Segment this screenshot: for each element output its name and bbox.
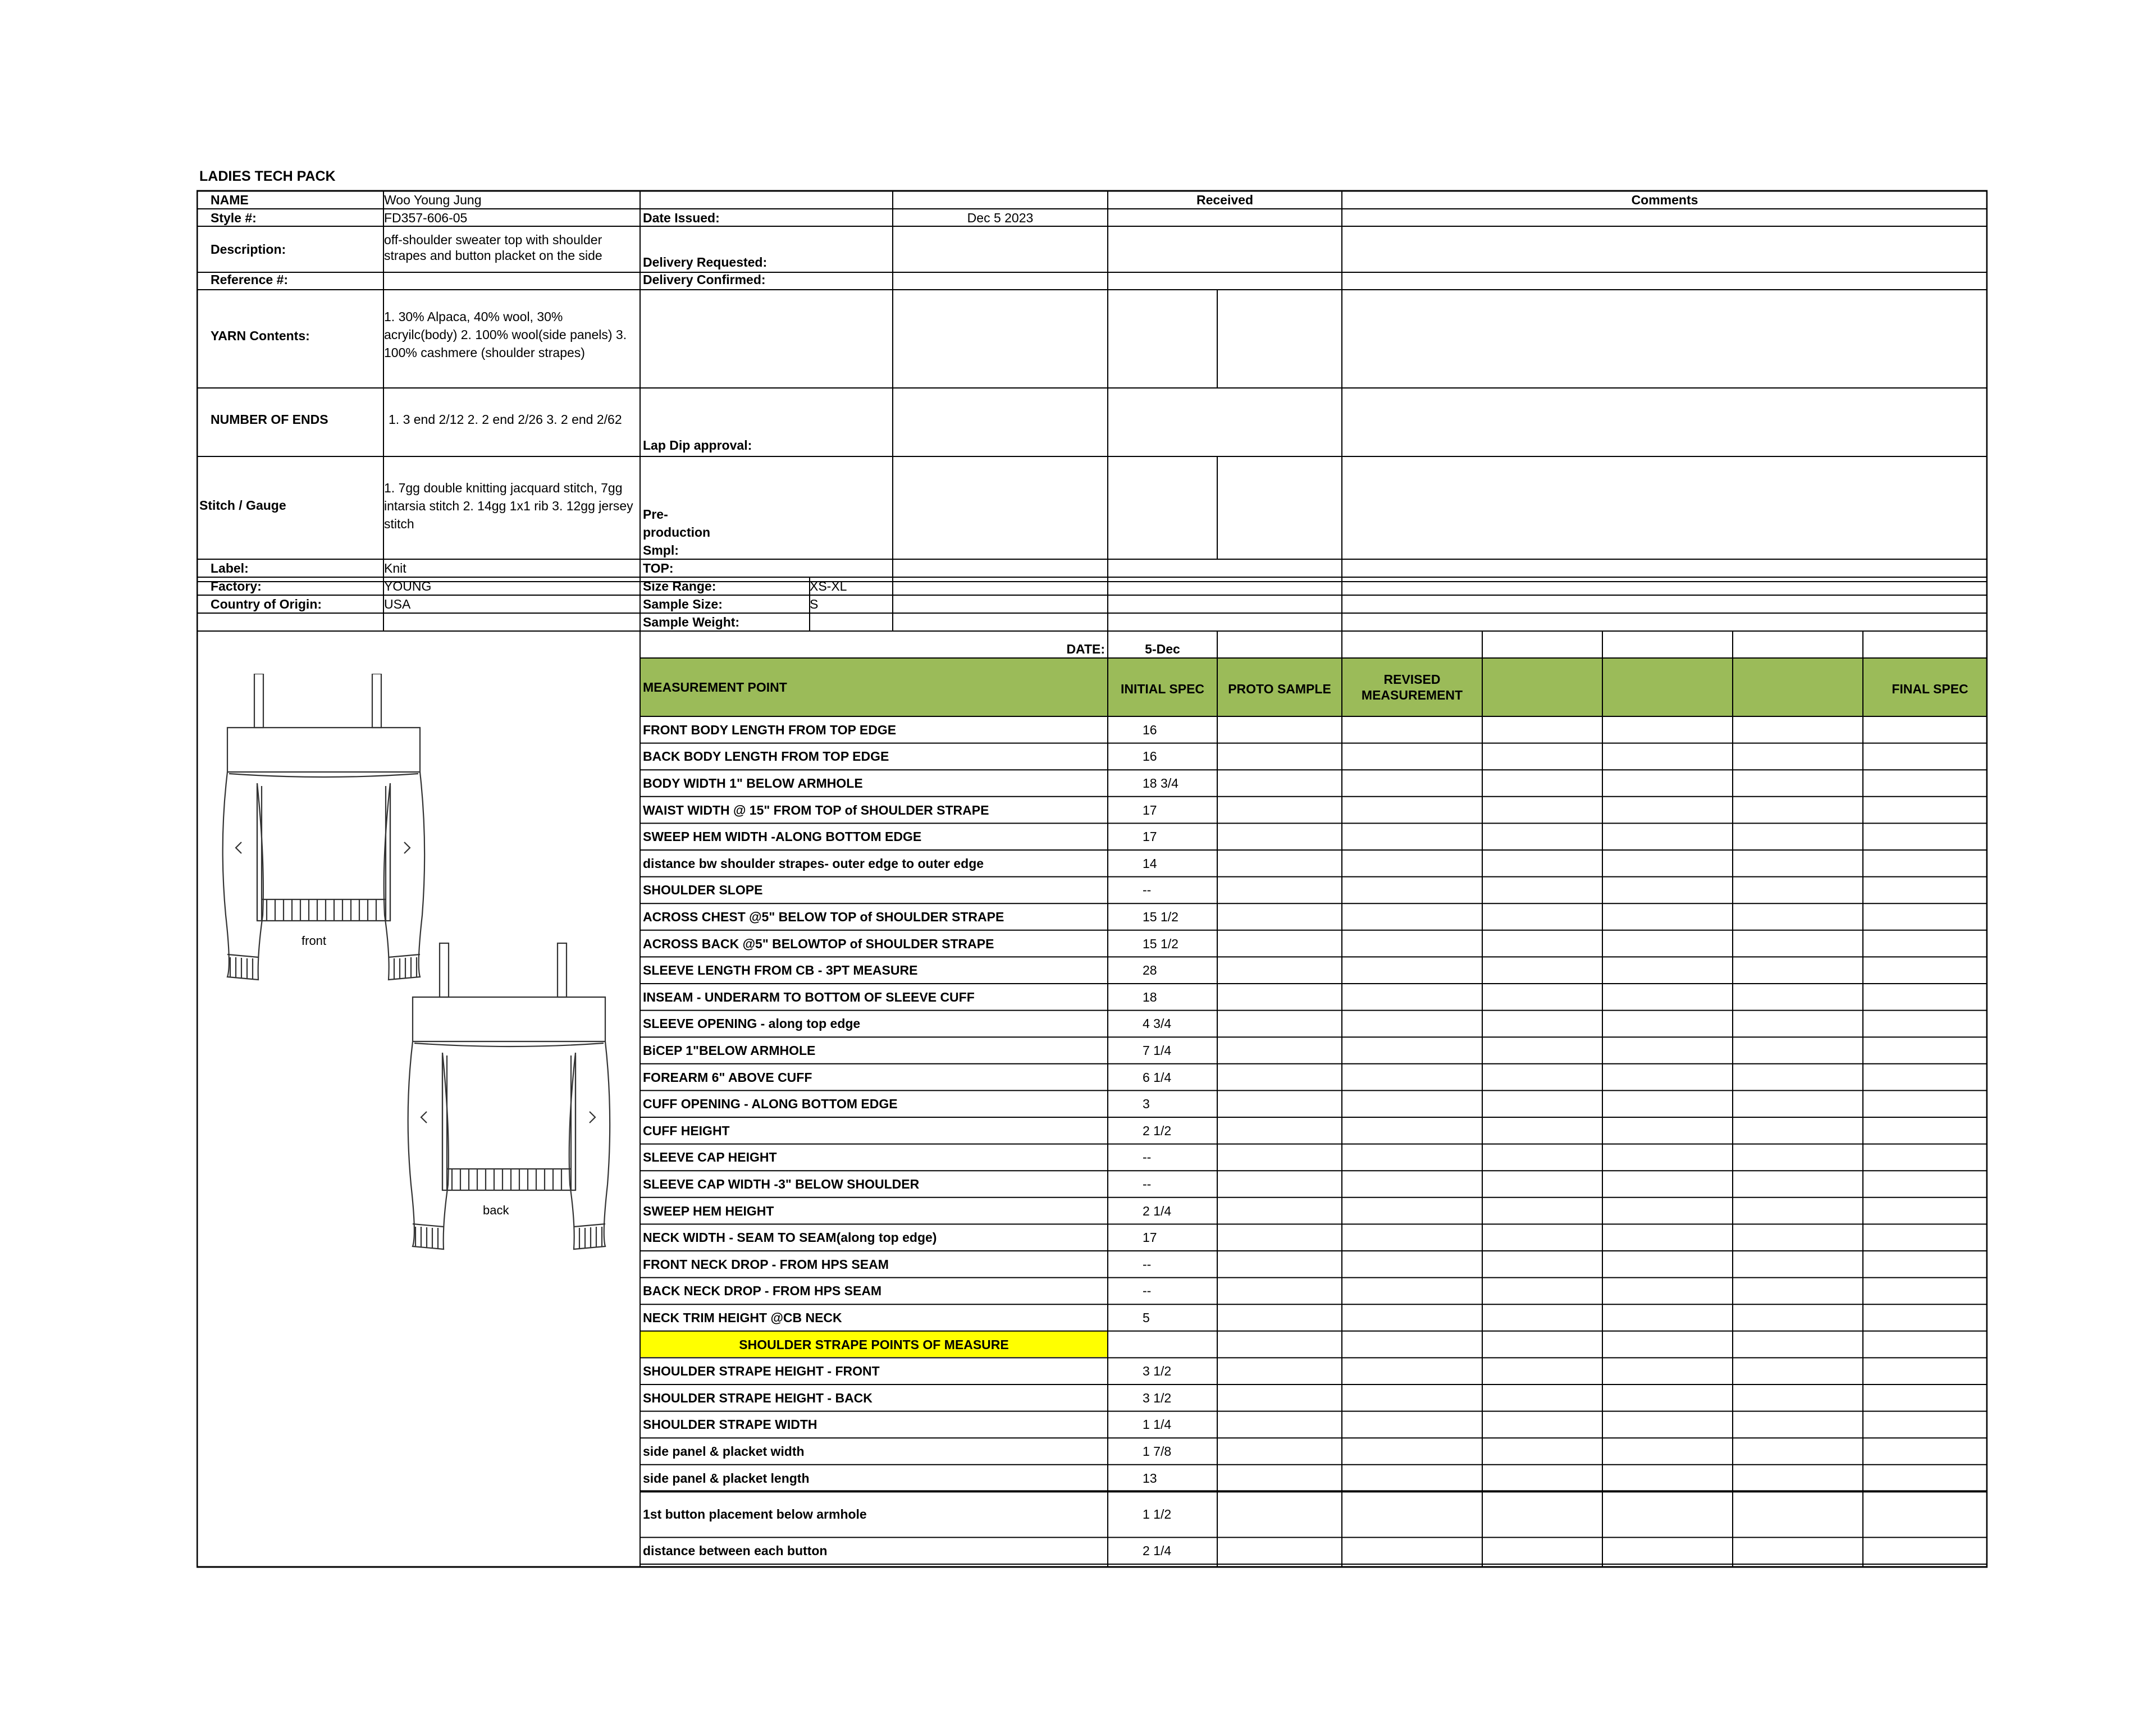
name-label: NAME xyxy=(211,193,249,207)
spec-row-point: side panel & placket length xyxy=(643,1470,810,1486)
spec-row-initial: 16 xyxy=(1143,722,1157,737)
spec-row-initial: 6 1/4 xyxy=(1143,1070,1172,1085)
strape-section-header: SHOULDER STRAPE POINTS OF MEASURE xyxy=(739,1337,1009,1352)
spec-date-value: 5-Dec xyxy=(1145,642,1180,656)
spec-date-label: DATE: xyxy=(1066,642,1105,656)
spec-row-initial: -- xyxy=(1143,1177,1152,1191)
spec-row-initial: 3 1/2 xyxy=(1143,1364,1172,1379)
spec-row-initial: -- xyxy=(1143,1283,1152,1299)
spec-row-initial: 1 1/4 xyxy=(1143,1417,1172,1432)
sample-size-value: S xyxy=(810,597,819,611)
style-value: FD357-606-05 xyxy=(384,211,468,225)
page-title: LADIES TECH PACK xyxy=(199,168,336,184)
spec-row-point: BODY WIDTH 1" BELOW ARMHOLE xyxy=(643,776,863,790)
spec-row-initial: 13 xyxy=(1143,1470,1157,1486)
spec-row-point: side panel & placket width xyxy=(643,1444,805,1459)
spec-row-point: FOREARM 6" ABOVE CUFF xyxy=(643,1070,812,1085)
back-label: back xyxy=(483,1203,509,1217)
name-value: Woo Young Jung xyxy=(384,193,482,207)
lap-dip-label: Lap Dip approval: xyxy=(643,438,752,453)
spec-row-initial: 17 xyxy=(1143,802,1157,817)
spec-row-point: SHOULDER STRAPE HEIGHT - FRONT xyxy=(643,1364,880,1379)
garment-sketch-drawing xyxy=(197,674,640,1269)
country-label: Country of Origin: xyxy=(211,597,322,611)
header-measurement-point: MEASUREMENT POINT xyxy=(643,680,787,694)
preproduction-label: Pre- production Smpl: xyxy=(643,507,711,558)
label-label: Label: xyxy=(211,561,249,575)
spec-row-point: SLEEVE CAP WIDTH -3" BELOW SHOULDER xyxy=(643,1177,920,1191)
stitch-value: 1. 7gg double knitting jacquard stitch, 7gg intarsia stitch 2. 14gg 1x1 rib 3. 12gg jersey stitch xyxy=(384,481,633,531)
spec-row-initial: 28 xyxy=(1143,963,1157,978)
spec-row-point: BACK NECK DROP - FROM HPS SEAM xyxy=(643,1283,882,1299)
spec-row-initial: 5 xyxy=(1143,1310,1150,1325)
spec-row-initial: 17 xyxy=(1143,1230,1157,1245)
spec-row-point: SHOULDER SLOPE xyxy=(643,883,763,898)
spec-row-initial: -- xyxy=(1143,1256,1152,1272)
spec-row-initial: 18 3/4 xyxy=(1143,776,1179,790)
size-range-value: XS-XL xyxy=(810,579,847,593)
spec-row-point: distance bw shoulder strapes- outer edge to outer edge xyxy=(643,856,984,871)
spec-row-point: distance between each button xyxy=(643,1543,828,1559)
spec-row-initial: 3 1/2 xyxy=(1143,1390,1172,1405)
stitch-label: Stitch / Gauge xyxy=(199,498,286,513)
header-final-spec: FINAL SPEC xyxy=(1892,682,1968,696)
spec-row-point: SWEEP HEM HEIGHT xyxy=(643,1203,774,1218)
date-issued-label: Date Issued: xyxy=(643,211,720,225)
delivery-requested-label: Delivery Requested: xyxy=(643,255,768,269)
header-revised-measurement: REVISED MEASUREMENT xyxy=(1361,672,1463,702)
header-initial-spec: INITIAL SPEC xyxy=(1120,682,1205,696)
spec-row-point: FRONT NECK DROP - FROM HPS SEAM xyxy=(643,1256,889,1272)
top-label: TOP: xyxy=(643,561,674,575)
ends-label: NUMBER OF ENDS xyxy=(211,412,328,427)
spec-row-point: CUFF HEIGHT xyxy=(643,1123,730,1138)
yarn-value: 1. 30% Alpaca, 40% wool, 30% acryilc(body) 2. 100% wool(side panels) 3. 100% cashmere (shoulder strapes) xyxy=(384,309,627,360)
spec-row-point: BACK BODY LENGTH FROM TOP EDGE xyxy=(643,749,889,764)
front-label: front xyxy=(302,934,327,948)
size-range-label: Size Range: xyxy=(643,579,716,593)
reference-label: Reference #: xyxy=(211,272,289,287)
comments-header: Comments xyxy=(1631,193,1698,207)
spec-row-initial: 15 1/2 xyxy=(1143,910,1179,924)
header-proto-sample: PROTO SAMPLE xyxy=(1228,682,1331,696)
spec-row-initial: 15 1/2 xyxy=(1143,936,1179,951)
spec-row-initial: -- xyxy=(1143,883,1152,898)
spec-row-initial: 7 1/4 xyxy=(1143,1043,1172,1058)
spec-row-point: INSEAM - UNDERARM TO BOTTOM OF SLEEVE CUFF xyxy=(643,989,975,1004)
garment-sketch xyxy=(197,674,640,1269)
spec-row-point: SHOULDER STRAPE HEIGHT - BACK xyxy=(643,1390,873,1405)
spec-row-point: NECK TRIM HEIGHT @CB NECK xyxy=(643,1310,842,1325)
spec-row-point: SLEEVE CAP HEIGHT xyxy=(643,1150,777,1165)
spec-row-point: WAIST WIDTH @ 15" FROM TOP of SHOULDER STRAPE xyxy=(643,802,989,817)
spec-row-initial: 18 xyxy=(1143,989,1157,1004)
sample-weight-label: Sample Weight: xyxy=(643,615,740,629)
spec-row-initial: 2 1/4 xyxy=(1143,1203,1172,1218)
spec-row-point: BiCEP 1"BELOW ARMHOLE xyxy=(643,1043,816,1058)
country-value: USA xyxy=(384,597,411,611)
spec-row-point: NECK WIDTH - SEAM TO SEAM(along top edge) xyxy=(643,1230,937,1245)
sample-size-label: Sample Size: xyxy=(643,597,723,611)
ends-value: 1. 3 end 2/12 2. 2 end 2/26 3. 2 end 2/62 xyxy=(389,412,622,427)
spec-row-point: ACROSS BACK @5" BELOWTOP of SHOULDER STRAPE xyxy=(643,936,994,951)
spec-row-point: CUFF OPENING - ALONG BOTTOM EDGE xyxy=(643,1096,898,1112)
yarn-label: YARN Contents: xyxy=(211,328,310,343)
spec-row-initial: 2 1/4 xyxy=(1143,1543,1172,1559)
spec-row-initial: 1 1/2 xyxy=(1143,1507,1172,1522)
label-value: Knit xyxy=(384,561,406,575)
spec-row-point: SWEEP HEM WIDTH -ALONG BOTTOM EDGE xyxy=(643,829,922,844)
spec-row-point: SLEEVE LENGTH FROM CB - 3PT MEASURE xyxy=(643,963,918,978)
spec-row-initial: 1 7/8 xyxy=(1143,1444,1172,1459)
spec-row-initial: 2 1/2 xyxy=(1143,1123,1172,1138)
spec-row-point: ACROSS CHEST @5" BELOW TOP of SHOULDER STRAPE xyxy=(643,910,1004,924)
delivery-confirmed-label: Delivery Confirmed: xyxy=(643,272,766,287)
spec-row-initial: -- xyxy=(1143,1150,1152,1165)
spec-row-initial: 3 xyxy=(1143,1096,1150,1112)
spec-row-point: 1st button placement below armhole xyxy=(643,1507,867,1522)
description-label: Description: xyxy=(211,242,286,257)
spec-row-initial: 16 xyxy=(1143,749,1157,764)
spec-row-initial: 4 3/4 xyxy=(1143,1016,1172,1031)
date-issued-value: Dec 5 2023 xyxy=(967,211,1034,225)
style-label: Style #: xyxy=(211,211,257,225)
spec-row-initial: 14 xyxy=(1143,856,1157,871)
spec-row-point: SHOULDER STRAPE WIDTH xyxy=(643,1417,817,1432)
spec-row-point: FRONT BODY LENGTH FROM TOP EDGE xyxy=(643,722,897,737)
received-header: Received xyxy=(1196,193,1253,207)
spec-row-point: SLEEVE OPENING - along top edge xyxy=(643,1016,861,1031)
factory-label: Factory: xyxy=(211,579,262,593)
tech-pack-sheet xyxy=(197,190,1988,1568)
spec-row-initial: 17 xyxy=(1143,829,1157,844)
factory-value: YOUNG xyxy=(384,579,432,593)
description-value: off-shoulder sweater top with shoulder strapes and button placket on the side xyxy=(384,232,602,263)
